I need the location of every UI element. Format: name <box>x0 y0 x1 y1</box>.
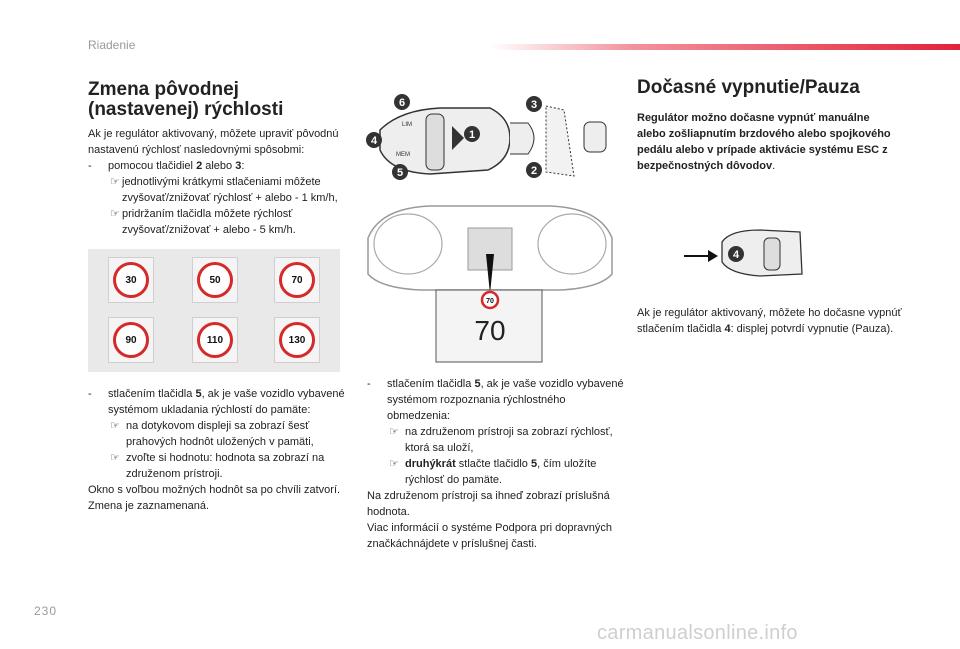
svg-text:4: 4 <box>732 249 740 261</box>
list-item: ☞ jednotlivými krátkymi stlačeniami môžete zvyšovať/znižovať rýchlosť + alebo - 1 km/h, <box>110 176 338 204</box>
callout-2 <box>526 162 542 178</box>
pointer-glyph-icon: ☞ <box>389 458 399 470</box>
instrument-cluster-illustration <box>360 198 620 368</box>
pointer-glyph-icon: ☞ <box>110 452 120 464</box>
svg-text:5: 5 <box>396 167 404 179</box>
speed-sign: 50 <box>197 262 233 298</box>
cruise-control-stalk-illustration <box>360 88 620 188</box>
list-item: ☞ na združenom prístroji sa zobrazí rýchlosť, ktorá sa uloží, ☞ druhýkrát stlačte tlačidlo 5, čím uložíte rýchlosť do pamäte. <box>389 426 613 486</box>
list-item: ☞ pridržaním tlačidla môžete rýchlosť zvyšovať/znižovať + alebo - 5 km/h. <box>110 208 296 236</box>
callout-4 <box>728 246 744 262</box>
callout-5 <box>392 164 408 180</box>
callout-6 <box>394 94 410 110</box>
section-title-pause: Dočasné vypnutie/Pauza <box>637 77 860 98</box>
pointer-glyph-icon: ☞ <box>110 208 120 220</box>
speed-memory-signs <box>88 249 340 372</box>
sign-tile <box>108 317 154 363</box>
speed-sign: 130 <box>279 322 315 358</box>
callout-4 <box>366 132 382 148</box>
intro-text: Ak je regulátor aktivovaný, môžete upraviť pôvodnú nastavenú rýchlosť nasledovnými spôsobmi: - pomocou tlačidiel 2 alebo 3: ☞ jednotlivými krátkymi stlačeniami môžete zvyšovať/znižovať rýchlosť + alebo - 1 km/h, ☞ pridržaním tlačidla môžete rýchlosť zvyšovať/znižovať + alebo - 5 km/h. <box>88 126 350 238</box>
pause-button-illustration <box>680 222 810 282</box>
list-item: - stlačením tlačidla 5, ak je vaše vozidlo vybavené systémom ukladania rýchlostí do pamäte: <box>88 388 345 416</box>
pointer-glyph-icon: ☞ <box>389 426 399 438</box>
display-speed-value: 70 <box>474 315 506 346</box>
display-small-sign: 70 <box>486 298 494 305</box>
callout-1 <box>464 126 480 142</box>
section-label: Riadenie <box>88 38 136 52</box>
speed-limit-recognition-text: - stlačením tlačidla 5, ak je vaše vozidlo vybavené systémom rozpoznania rýchlostného obmedzenia: ☞ na združenom prístroji sa zobrazí rýchlosť, ktorá sa uloží, ☞ druhýkrát stlačte tlačidlo 5, čím uložíte rýchlosť do pamäte. Na združenom prístroji sa ihneď zobrazí príslušná hodnota. Viac informácií o systéme Podpora pri dopravných značkáchnájdete v príslušnej časti. <box>367 376 627 552</box>
list-item: ☞ na dotykovom displeji sa zobrazí šesť prahových hodnôt uložených v pamäti, ☞ zvoľte si hodnotu: hodnota sa zobrazí na združenom prístroji. <box>110 420 325 480</box>
sign-tile <box>274 257 320 303</box>
pause-instruction-text: Ak je regulátor aktivovaný, môžete ho dočasne vypnúť stlačením tlačidla 4: displej potvrdí vypnutie (Pauza). <box>637 307 902 335</box>
svg-text:3: 3 <box>530 99 538 111</box>
svg-text:MEM: MEM <box>396 152 410 158</box>
callout-3 <box>526 96 542 112</box>
method-list <box>88 158 350 238</box>
page-number: 230 <box>34 604 58 618</box>
sign-tile <box>108 257 154 303</box>
speed-sign: 70 <box>279 262 315 298</box>
sign-tile <box>192 257 238 303</box>
list-item: - pomocou tlačidiel 2 alebo 3: <box>88 160 245 172</box>
svg-text:4: 4 <box>370 135 378 147</box>
memory-speed-text: - stlačením tlačidla 5, ak je vaše vozidlo vybavené systémom ukladania rýchlostí do pamäte: ☞ na dotykovom displeji sa zobrazí šesť prahových hodnôt uložených v pamäti, ☞ zvoľte si hodnotu: hodnota sa zobrazí na združenom prístroji. Okno s voľbou možných hodnôt sa po chvíli zatvorí. Zmena je zaznamenaná. <box>88 386 353 514</box>
list-item: - stlačením tlačidla 5, ak je vaše vozidlo vybavené systémom rozpoznania rýchlostného obmedzenia: <box>367 378 624 422</box>
pause-description: Regulátor možno dočasne vypnúť manuálne alebo zošliapnutím brzdového alebo spojkového pedálu alebo v prípade aktivácie systému ESC z bezpečnostných dôvodov. <box>637 112 891 172</box>
speed-sign: 90 <box>113 322 149 358</box>
svg-text:LIM: LIM <box>402 122 413 128</box>
svg-text:6: 6 <box>398 97 406 109</box>
header-accent-bar <box>490 44 960 50</box>
sign-tile <box>192 317 238 363</box>
speed-sign: 110 <box>197 322 233 358</box>
svg-text:1: 1 <box>468 129 476 141</box>
section-title-speed-change: Zmena pôvodnej (nastavenej) rýchlosti <box>88 79 284 120</box>
sign-tile <box>274 317 320 363</box>
speed-sign: 30 <box>113 262 149 298</box>
pointer-glyph-icon: ☞ <box>110 176 120 188</box>
svg-text:2: 2 <box>530 165 538 177</box>
pointer-glyph-icon: ☞ <box>110 420 120 432</box>
watermark: carmanualsonline.info <box>597 622 798 644</box>
